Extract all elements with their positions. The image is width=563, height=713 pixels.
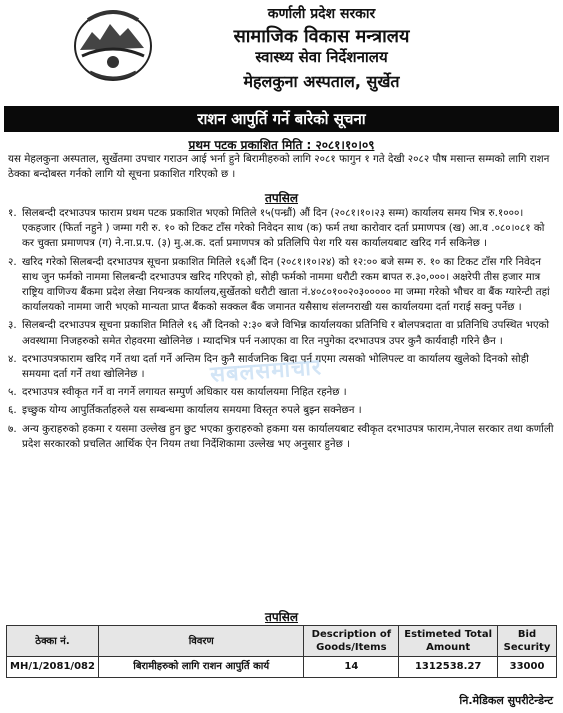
list-item: ४. दरभाउपत्रफाराम खरिद गर्ने तथा दर्ता गर्ने अन्तिम दिन कुनै सार्वजनिक बिदा पर्न गएमा त्यसको भोलिपल्ट वा कार्यालय खुलेको दिनको सोही समयमा दर्ता गर्ने तथा खोलिनेछ ।	[8, 352, 529, 381]
table-heading: तपसिल	[264, 610, 298, 624]
col-description-goods: Description of Goods/Items	[304, 626, 399, 657]
list-item: ७. अन्य कुराहरुको हकमा र यसमा उल्लेख हुन छुट भएका कुराहरुको हकमा यस कार्यालयबाट स्वीकृत दरभाउपत्र फाराम,नेपाल सरकार तथा कर्णाली प्रदेश सरकारको प्रचलित आर्थिक ऐन नियम तथा निर्देशिकामा उल्लेख भए अनुसार हुनेछ ।	[8, 422, 554, 450]
details-list	[8, 206, 556, 455]
intro-paragraph: यस मेहलकुना अस्पताल, सुर्खेतमा उपचार गराउन आई भर्ना हुने बिरामीहरुको लागि २०८१ फागुन १ गते देखी २०८२ पौष मसान्त सम्मको लागि राशन ठेक्का बन्दोबस्त गर्नको लागि यो सूचना प्रकाशित गरिएको छ ।	[8, 153, 550, 180]
col-bid-security: Bid Security	[498, 626, 557, 657]
col-contract-no: ठेक्का नं.	[7, 626, 99, 657]
header-directorate: स्वास्थ्य सेवा निर्देशनालय	[255, 48, 388, 66]
col-total-amount: Estimeted Total Amount	[399, 626, 498, 657]
cell-description-np: बिरामीहरुको लागि राशन आपुर्ति कार्य	[98, 657, 304, 678]
watermark: सबलसमाचार	[209, 355, 323, 388]
list-item: २. खरिद गरेको सिलबन्दी दरभाउपत्र सूचना प्रकाशित मितिले १६औं दिन (२०८१।१०।२४) को १२:०० बजे सम्म रु. १० का टिकट टाँस गरि निवेदन साथ जुन फर्मको नाममा सिलबन्दी दरभाउपत्र खरिद गरिएको हो, सोही फर्मको नाममा धरौटी रकम बापत रु.३०,०००। अक्षरेपी तीस हजार मात्र राष्ट्रिय वाणिज्य बैंकमा प्रदेश लेखा नियन्त्रक कार्यालय,सुर्खेतको धरौटी खाता नं.४०८०१००२०३००००० मा जम्मा गरेको भौचर वा बैंक ग्यारेन्टी तहां कार्यालयको नाममा जारी भएको मान्यता प्राप्त बैंकको सक्कल बैंक जमानत यसैसाथ संलग्नराखी यस कार्यालयमा दर्ता गराई सक्नु पर्नेछ ।	[8, 255, 550, 314]
table-row	[7, 657, 557, 678]
list-item: ६. इच्छुक योग्य आपुर्तिकर्ताहरुले यस सम्बन्धमा कार्यालय समयमा विस्तृत रुपले बुझ्न सक्नेछन ।	[8, 404, 362, 417]
cell-contract-no: MH/1/2081/082	[7, 657, 99, 678]
cell-total-amount: 1312538.27	[399, 657, 498, 678]
contract-table	[6, 625, 557, 678]
header-ministry: सामाजिक विकास मन्त्रालय	[233, 26, 410, 47]
list-item: ३. सिलबन्दी दरभाउपत्र सूचना प्रकाशित मितिले १६ औं दिनको २:३० बजे विभिन्न कार्यालयका प्रतिनिधि र बोलपत्रदाता वा प्रतिनिधि उपस्थित भएको अवस्थामा निजहरुको समेत रोहवरमा खोलिनेछ । म्यादभित्र पर्न नआएका वा रित नपुगेका दरभाउपत्र उपर कुनै कार्यवाही गरिने छैन ।	[8, 319, 550, 347]
cell-bid-security: 33000	[498, 657, 557, 678]
signature: नि.मेडिकल सुपरीटेन्डेन्ट	[459, 694, 553, 707]
table-header-row	[7, 626, 557, 657]
details-heading: तपसिल	[264, 191, 298, 205]
publish-date: प्रथम पटक प्रकाशित मिति : २०८१।१०।०९	[188, 138, 375, 152]
header-province: कर्णाली प्रदेश सरकार	[267, 6, 376, 22]
col-description-np: विवरण	[98, 626, 304, 657]
notice-title: राशन आपुर्ति गर्ने बारेको सूचना	[4, 106, 559, 132]
list-item: ५. दरभाउपत्र स्वीकृत गर्ने वा नगर्ने लगायत सम्पुर्ण अधिकार यस कार्यालयमा निहित रहनेछ ।	[8, 386, 347, 399]
cell-goods-count: 14	[304, 657, 399, 678]
header-hospital: मेहलकुना अस्पताल, सुर्खेत	[243, 72, 400, 91]
list-item: १. सिलबन्दी दरभाउपत्र फाराम प्रथम पटक प्रकाशित भएको मितिले १५(पन्ध्रौं) औं दिन (२०८१।१०।२३ सम्म) कार्यालय समय भित्र रु.१०००। एकहजार (फिर्ता नहुने ) जम्मा गरी रु. १० को टिकट टाँस गरेको निवेदन साथ (क) फर्म तथा कारोवार दर्ता प्रमाणपत्र (ख) आ.व .०८०।०८१ को कर चुक्ता प्रमाणपत्र (ग) ने.ना.प्र.प. (३) मु.अ.क. दर्ता प्रमाणपत्र को प्रतिलिपि पेश गरि यस कार्यालयबाट खरिद गर्न सकिनेछ ।	[8, 207, 545, 250]
